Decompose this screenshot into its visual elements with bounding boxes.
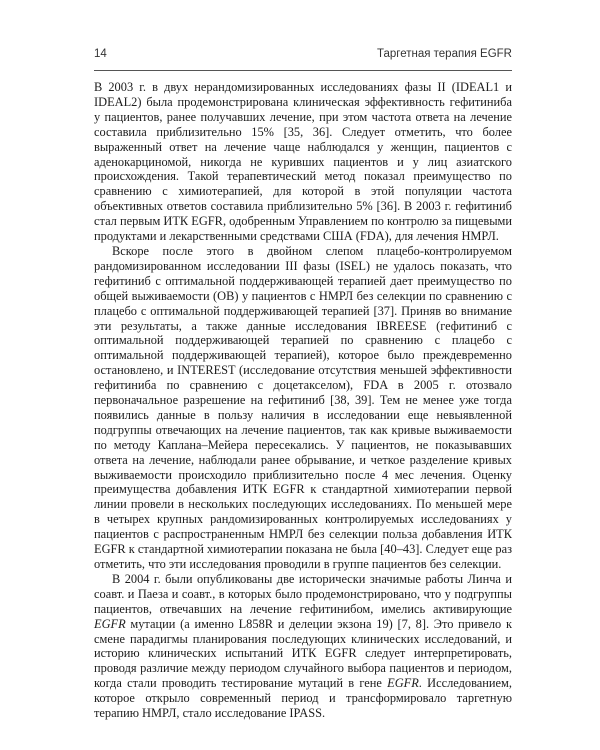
body-text [94,80,512,721]
gene-name-italic: EGFR [387,676,419,691]
running-title: Таргетная терапия EGFR [376,48,512,60]
paragraph-ideal-trials [94,80,512,244]
paragraph-text: Вскоре после этого в двойном слепом плацебо-контролируемом рандомизированном исследовании III фазы (ISEL) не удалось показать, что гефитиниб с оптимальной поддерживающей терапией дает преимущество по общей выживаемости (ОВ) у пациентов с НМРЛ без селекции по сравнению с плацебо с оптимальной поддерживающей терапией [37]. Приняв во внимание эти результаты, а также данные исследования IBREESE (гефитиниб с оптимальной поддерживающей терапией по сравнению с плацебо с оптимальной поддерживающей терапией), которое было преждевременно остановлено, и INTEREST (исследование отсутствия меньшей эффективности гефитиниба по сравнению с доцетакселом), FDA в 2005 г. отозвало первоначальное разрешение на гефитиниб [38, 39]. Тем не менее уже тогда появились данные в пользу наличия в исследовании еще невыявленной подгруппы отвечающих на лечение пациентов, так как кривые выживаемости по методу Каплана–Мейера пересекались. У пациентов, не показывавших ответа на лечение, наблюдали ранее обрывание, и четкое разделение кривых выживаемости происходило приблизительно после 4 мес лечения. Оценку преимущества добавления ИТК EGFR к стандартной химиотерапии первой линии провели в нескольких последующих исследованиях. По меньшей мере в четырех крупных рандомизированных контролируемых исследованиях у пациентов с распространенным НМРЛ без селекции польза добавления ИТК EGFR к стандартной химиотерапии показана не была [40–43]. Следует еще раз отметить, что эти исследования проводили в группе пациентов без селекции. [94,243,512,571]
gene-name-italic: EGFR [94,616,126,631]
paragraph-text: . Исследованием, которое открыло современный период и трансформировало таргетную терапию НМРЛ, стало исследование IPASS. [94,676,512,721]
paragraph-isel-trial [94,244,512,572]
paragraph-egfr-mutations [94,572,512,721]
paragraph-text: В 2004 г. были опубликованы две исторически значимые работы Линча и соавт. и Паеза и соавт., в которых было продемонстрировано, что у подгруппы пациентов, отвечавших на лечение гефитинибом, имелись активирующие [94,571,512,616]
page-header [94,44,512,64]
header-divider [94,70,512,71]
page-number: 14 [94,48,107,60]
paragraph-text: В 2003 г. в двух нерандомизированных исследованиях фазы II (IDEAL1 и IDEAL2) была продемонстрирована клиническая эффективность гефитиниба у пациентов, ранее получавших лечение, при этом частота ответа на лечение составила приблизительно 15% [35, 36]. Следует отметить, что более выраженный ответ на лечение чаще наблюдался у женщин, пациентов с аденокарциномой, никогда не куривших пациентов и у лиц азиатского происхождения. Такой терапевтический метод показал преимущество по сравнению с химиотерапией, для которой в этой популяции частота объективных ответов составила приблизительно 5% [36]. В 2003 г. гефитиниб стал первым ИТК EGFR, одобренным Управлением по контролю за пищевыми продуктами и лекарственными средствами США (FDA), для лечения НМРЛ. [94,80,512,244]
paragraph-text: мутации (а именно L858R и делеции экзона 19) [7, 8]. Это привело к смене парадигмы планирования последующих клинических исследований, и историю клинических испытаний ИТК EGFR следует интерпретировать, проводя различие между периодом случайного выбора пациентов и периодом, когда стали проводить тестирование мутаций в гене [94,616,512,691]
